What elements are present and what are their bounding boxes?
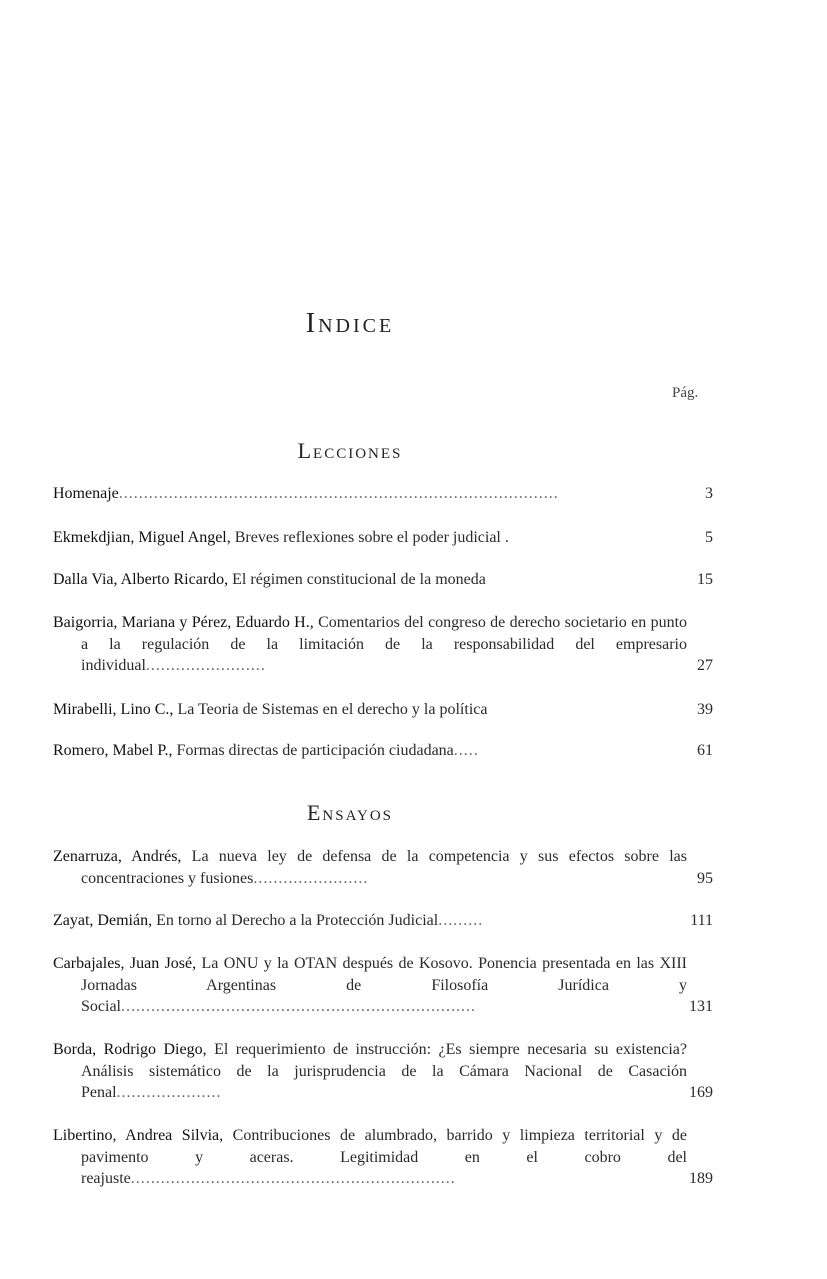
entry-author: Romero, Mabel P., (53, 742, 173, 759)
entry-title: El requerimiento de instrucción: ¿Es siempre necesaria su existencia? Análisis sistemático de la jurisprudencia de la Cámara Nacional de Casación Penal (81, 1041, 687, 1101)
entry-page-number: 5 (705, 529, 713, 546)
entry-page-number: 39 (697, 701, 713, 718)
entry-page-number: 15 (697, 571, 713, 588)
section-heading-ensayos: Ensayos (306, 800, 394, 825)
entry-author: Baigorria, Mariana y Pérez, Eduardo H., (53, 614, 314, 631)
toc-entry[interactable] (53, 910, 713, 932)
page-column-label: Pág. (672, 385, 699, 401)
toc-entry[interactable] (53, 1039, 713, 1104)
entry-title: La ONU y la OTAN después de Kosovo. Ponencia presentada en las XIII Jornadas Argentinas de Filosofía Jurídica y Social (81, 955, 688, 1015)
entry-author: Borda, Rodrigo Diego, (53, 1041, 207, 1058)
entry-page-number: 189 (689, 1170, 713, 1187)
entry-leader-dots: ......... (438, 912, 484, 929)
entry-title: Contribuciones de alumbrado, barrido y limpieza territorial y de pavimento y aceras. Legitimidad en el cobro del reajuste (81, 1127, 688, 1187)
entry-title: El régimen constitucional de la moneda (228, 571, 486, 588)
entry-author: Homenaje (53, 485, 119, 502)
entry-title: Breves reflexiones sobre el poder judicial . (230, 529, 509, 546)
toc-entry[interactable] (53, 740, 713, 762)
entry-leader-dots: ....................... (253, 869, 369, 887)
entry-author: Dalla Via, Alberto Ricardo, (53, 571, 229, 588)
toc-entry[interactable] (53, 569, 713, 591)
entry-page-number: 3 (705, 485, 713, 502)
section-heading-lecciones: Lecciones (297, 438, 403, 463)
entry-title: Comentarios del congreso de derecho societario en punto a la regulación de la limitación de la responsabilidad del empresario individual (81, 614, 688, 674)
toc-entry[interactable] (53, 699, 713, 721)
entry-leader-dots: ........................................................................................ (118, 485, 559, 502)
entry-page-number: 169 (689, 1084, 713, 1101)
toc-entry[interactable] (53, 527, 713, 549)
entry-page-number: 95 (697, 869, 713, 887)
entry-title: La nueva ley de defensa de la competencia y sus efectos sobre las concentraciones y fusiones (81, 848, 687, 887)
toc-entry[interactable] (53, 846, 713, 889)
entry-leader-dots: ........................ (145, 657, 266, 674)
entry-author: Libertino, Andrea Silvia, (53, 1127, 224, 1144)
toc-entry[interactable] (53, 1125, 713, 1190)
entry-leader-dots: ..................... (116, 1084, 222, 1101)
entry-author: Mirabelli, Lino C., (53, 701, 174, 718)
entry-leader-dots: ................................................................. (130, 1170, 456, 1187)
entry-leader-dots: ....................................................................... (121, 998, 476, 1015)
toc-entry[interactable] (53, 483, 713, 505)
toc-entry[interactable] (53, 953, 713, 1018)
entry-title: Formas directas de participación ciudadana (172, 742, 454, 759)
entry-page-number: 111 (690, 912, 713, 929)
entry-page-number: 131 (689, 998, 713, 1015)
entry-title: La Teoria de Sistemas en el derecho y la política (173, 701, 488, 718)
toc-entry[interactable] (53, 612, 713, 677)
index-title: Indice (305, 308, 395, 339)
entry-page-number: 27 (697, 657, 713, 674)
entry-author: Carbajales, Juan José, (53, 955, 197, 972)
entry-author: Ekmekdjian, Miguel Angel, (53, 529, 231, 546)
entry-leader-dots: ..... (453, 742, 479, 759)
entry-author: Zayat, Demián, (53, 912, 153, 929)
entry-author: Zenarruza, Andrés, (53, 848, 182, 865)
entry-page-number: 61 (697, 742, 713, 759)
entry-title: En torno al Derecho a la Protección Judicial (152, 912, 439, 929)
